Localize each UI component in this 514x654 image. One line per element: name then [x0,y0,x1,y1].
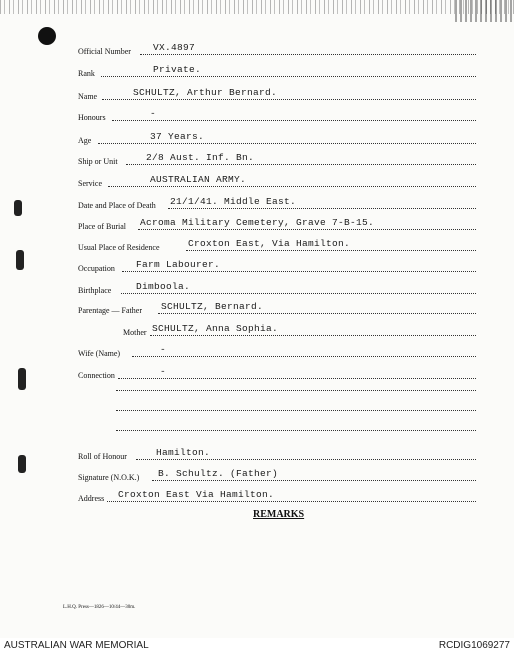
leader-dots [152,480,476,481]
row-official-number [0,40,514,56]
leader-dots [158,313,476,314]
footer-document-id: RCDIG1069277 [438,640,510,651]
roll-of-honour-label: Roll of Honour [78,452,127,461]
official-number-value: VX.4897 [153,42,196,53]
row-mother [0,321,514,337]
name-label: Name [78,92,98,101]
mother-value: SCHULTZ, Anna Sophia. [152,323,279,334]
scan-edge-noise [0,0,514,14]
birthplace-label: Birthplace [78,286,112,295]
signature-label: Signature (N.O.K.) [78,473,140,482]
age-value: 37 Years. [150,131,205,142]
row-wife [0,342,514,358]
ship-or-unit-value: 2/8 Aust. Inf. Bn. [146,152,255,163]
signature-value: B. Schultz. (Father) [158,468,279,479]
leader-dots [122,271,476,272]
mother-label: Mother [123,328,147,337]
leader-dots [136,459,476,460]
parentage-father-value: SCHULTZ, Bernard. [161,301,264,312]
address-value: Croxton East Via Hamilton. [118,489,275,500]
place-burial-label: Place of Burial [78,222,126,231]
service-label: Service [78,179,102,188]
address-label: Address [78,494,105,503]
parentage-father-label: Parentage — Father [78,306,142,315]
ship-or-unit-label: Ship or Unit [78,157,118,166]
leader-dots [107,501,476,502]
blank-line [116,430,476,431]
service-value: AUSTRALIAN ARMY. [150,174,247,185]
leader-dots [186,250,476,251]
leader-dots [98,143,476,144]
leader-dots [138,229,476,230]
blank-line [116,390,476,391]
roll-of-honour-value: Hamilton. [156,447,211,458]
leader-dots [108,186,476,187]
date-place-death-label: Date and Place of Death [78,201,156,210]
scan-edge-noise-right [455,0,514,22]
wife-value: - [160,344,167,355]
row-name [0,85,514,101]
wife-label: Wife (Name) [78,349,121,358]
name-value: SCHULTZ, Arthur Bernard. [133,87,278,98]
place-burial-value: Acroma Military Cemetery, Grave 7-B-15. [140,217,375,228]
official-number-label: Official Number [78,47,131,56]
leader-dots [101,76,476,77]
blank-line [116,410,476,411]
row-usual-residence [0,236,514,252]
leader-dots [118,378,476,379]
row-honours [0,106,514,122]
rank-label: Rank [78,69,95,78]
connection-label: Connection [78,371,115,380]
row-ship-or-unit [0,150,514,166]
occupation-label: Occupation [78,264,115,273]
honours-value: - [150,108,157,119]
leader-dots [150,335,476,336]
row-rank [0,62,514,78]
leader-dots [102,99,476,100]
row-signature [0,466,514,482]
leader-dots [132,356,476,357]
row-birthplace [0,279,514,295]
remarks-heading: REMARKS [253,509,305,520]
usual-residence-label: Usual Place of Residence [78,243,160,252]
leader-dots [112,120,476,121]
leader-dots [126,164,476,165]
row-age [0,129,514,145]
row-roll-of-honour [0,445,514,461]
rank-value: Private. [153,64,202,75]
leader-dots [121,293,476,294]
birthplace-value: Dimboola. [136,281,191,292]
honours-label: Honours [78,113,106,122]
row-parentage-father [0,299,514,315]
age-label: Age [78,136,92,145]
row-service [0,172,514,188]
date-place-death-value: 21/1/41. Middle East. [170,196,297,207]
usual-residence-value: Croxton East, Via Hamilton. [188,238,351,249]
row-address [0,487,514,503]
row-occupation [0,257,514,273]
row-connection [0,364,514,380]
printer-imprint: L.H.Q. Press—1826—10/44—30m. [63,605,136,610]
footer-source-label: AUSTRALIAN WAR MEMORIAL [4,640,149,651]
row-date-place-death [0,194,514,210]
leader-dots [168,208,476,209]
row-place-burial [0,215,514,231]
leader-dots [140,54,476,55]
occupation-value: Farm Labourer. [136,259,221,270]
connection-value: - [160,366,167,377]
